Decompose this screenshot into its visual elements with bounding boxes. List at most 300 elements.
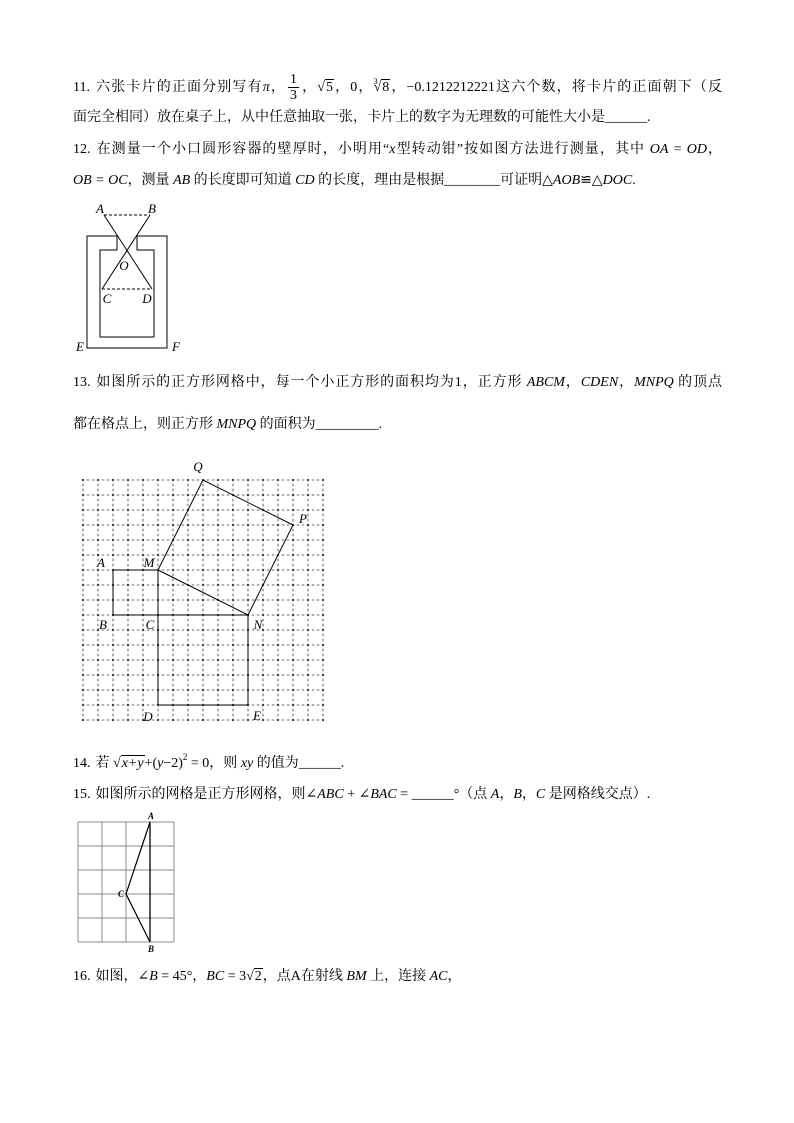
grid-point: [322, 644, 324, 646]
math-variable: ABCM: [526, 375, 565, 390]
question-15-line-1: [73, 785, 650, 805]
text-run: 若: [95, 756, 113, 771]
grid-point: [292, 629, 294, 631]
grid-point: [232, 584, 234, 586]
text-run: .: [632, 173, 636, 188]
question-number: 12.: [73, 142, 91, 157]
grid-point: [82, 644, 84, 646]
grid-point: [97, 524, 99, 526]
grid-point: [127, 704, 129, 706]
grid-point: [142, 659, 144, 661]
grid-point: [217, 629, 219, 631]
square-root: [317, 79, 334, 95]
radical-sign: [113, 756, 121, 771]
grid-point: [142, 494, 144, 496]
grid-point: [202, 569, 204, 571]
text-run: ≌△: [580, 173, 603, 188]
text-run: −2): [163, 756, 183, 771]
square-root: [246, 968, 263, 984]
grid-point: [172, 674, 174, 676]
grid-point: [157, 509, 159, 511]
grid-point: [292, 569, 294, 571]
grid-point: [97, 644, 99, 646]
grid-point: [217, 644, 219, 646]
grid-point: [277, 539, 279, 541]
grid-point: [202, 554, 204, 556]
grid-point: [82, 554, 84, 556]
grid-point: [217, 494, 219, 496]
grid-point: [187, 689, 189, 691]
grid-point: [172, 479, 174, 481]
grid-point: [322, 509, 324, 511]
grid-point: [262, 674, 264, 676]
grid-point: [82, 704, 84, 706]
root-index: 3: [373, 77, 378, 86]
text-run: ，: [447, 969, 462, 984]
grid-point: [97, 689, 99, 691]
grid-point: [277, 659, 279, 661]
grid-point: [292, 614, 294, 616]
math-variable: DOC: [602, 173, 633, 188]
grid-point: [202, 524, 204, 526]
grid-point: [142, 539, 144, 541]
grid-point: [232, 569, 234, 571]
grid-point: [82, 614, 84, 616]
grid-point: [127, 674, 129, 676]
square-abcm: [113, 570, 158, 615]
grid-point: [277, 629, 279, 631]
text-run: ，测量: [127, 173, 174, 188]
radical-sign: [317, 80, 325, 95]
grid-point: [232, 599, 234, 601]
text-run: 的长度，理由是根据: [314, 173, 445, 188]
grid-point: [127, 539, 129, 541]
grid-point: [142, 629, 144, 631]
question-number: 13.: [73, 375, 91, 390]
text-run: 的顶点: [673, 375, 723, 390]
text-run: ，: [499, 787, 514, 802]
grid-point: [142, 524, 144, 526]
grid-point: [82, 524, 84, 526]
grid-point: [262, 689, 264, 691]
math-variable: π: [262, 80, 270, 95]
grid-point: [142, 689, 144, 691]
grid-point: [112, 659, 114, 661]
grid-point: [142, 509, 144, 511]
grid-point: [322, 479, 324, 481]
grid-point: [262, 614, 264, 616]
grid-point: [307, 674, 309, 676]
grid-point: [292, 539, 294, 541]
text-run: 六张卡片的正面分别写有: [94, 80, 263, 95]
grid-point: [142, 644, 144, 646]
container-wall: [87, 236, 167, 348]
math-variable: AOB: [552, 173, 581, 188]
grid-point: [82, 659, 84, 661]
math-variable: B: [149, 969, 158, 984]
grid-point: [97, 659, 99, 661]
grid-point: [127, 599, 129, 601]
grid-point: [307, 689, 309, 691]
grid-point: [262, 719, 264, 721]
grid-point: [277, 569, 279, 571]
grid-point: [82, 479, 84, 481]
grid-point: [142, 479, 144, 481]
grid-point: [247, 479, 249, 481]
point-label-m: M: [143, 555, 155, 570]
question-12-line-1: [73, 140, 722, 160]
grid-point: [97, 539, 99, 541]
grid-point: [232, 674, 234, 676]
grid-point: [127, 719, 129, 721]
grid-point: [172, 509, 174, 511]
text-run: 是网格线交点）.: [545, 787, 651, 802]
grid-point: [307, 719, 309, 721]
grid-point: [217, 554, 219, 556]
square-mnpq: [158, 480, 293, 615]
exponent: 2: [182, 752, 188, 762]
grid-point: [112, 509, 114, 511]
grid-point: [292, 689, 294, 691]
text-run: ______: [411, 787, 454, 802]
text-run: 面完全相同）放在桌子上，从中任意抽取一张，卡片上的数字为无理数的可能性大小是: [73, 110, 605, 125]
text-run: =: [396, 787, 412, 802]
point-label-p: P: [299, 511, 307, 526]
grid-point: [307, 539, 309, 541]
text-run: .: [378, 417, 383, 432]
grid-point: [112, 629, 114, 631]
grid-point: [262, 569, 264, 571]
grid-point: [202, 629, 204, 631]
angle-grid-figure: [70, 806, 185, 956]
fraction-numerator: 1: [290, 72, 297, 88]
radicand: 8: [382, 80, 390, 95]
text-run: 型转动钳”按如图方法进行测量，其中: [395, 142, 650, 157]
point-label-c: C: [145, 617, 155, 632]
math-variable: CDEN: [580, 375, 619, 390]
caliper-arm-ad: [104, 215, 152, 289]
grid-point: [277, 524, 279, 526]
grid-point: [262, 644, 264, 646]
question-11-line-1: [73, 72, 723, 104]
grid-point: [172, 524, 174, 526]
math-variable: BM: [346, 969, 367, 984]
grid-point: [187, 629, 189, 631]
grid-point: [277, 689, 279, 691]
grid-point: [277, 614, 279, 616]
grid-point: [292, 479, 294, 481]
grid-point: [292, 659, 294, 661]
radicand: 2: [254, 969, 262, 984]
grid-point: [247, 719, 249, 721]
grid-point: [262, 539, 264, 541]
grid-point: [157, 479, 159, 481]
grid-point: [322, 599, 324, 601]
grid-point: [307, 494, 309, 496]
grid-point: [157, 719, 159, 721]
math-variable: A: [490, 787, 500, 802]
grid-point: [127, 689, 129, 691]
point-label-f: F: [172, 339, 180, 354]
text-run: 都在格点上，则正方形: [73, 417, 217, 432]
grid-point: [112, 539, 114, 541]
grid-point: [307, 614, 309, 616]
grid-point: [247, 509, 249, 511]
radical-sign: [246, 969, 254, 984]
grid-point: [127, 524, 129, 526]
grid-point: [217, 689, 219, 691]
question-13-line-2: [73, 415, 382, 435]
grid-point: [187, 554, 189, 556]
math-variable: BAC: [370, 787, 397, 802]
grid-point: [97, 509, 99, 511]
grid-point: [97, 584, 99, 586]
text-run: 如图所示的正方形网格中，每一个小正方形的面积均为1，正方形: [95, 375, 527, 390]
grid-point: [97, 719, 99, 721]
text-run: 的长度即可知道: [190, 173, 296, 188]
grid-point: [112, 689, 114, 691]
grid-point: [232, 644, 234, 646]
grid-point: [82, 509, 84, 511]
text-run: ，: [269, 80, 286, 95]
grid-point: [187, 599, 189, 601]
grid-point: [262, 479, 264, 481]
grid-point: [307, 659, 309, 661]
grid-point: [187, 539, 189, 541]
grid-point: [112, 524, 114, 526]
text-run: ，: [301, 80, 318, 95]
text-run: = 3: [224, 969, 247, 984]
grid-point: [82, 674, 84, 676]
question-16-line-1: [73, 967, 462, 987]
grid-point: [247, 524, 249, 526]
grid-point: [157, 494, 159, 496]
grid-point: [322, 584, 324, 586]
grid-point: [187, 719, 189, 721]
grid-point: [307, 644, 309, 646]
grid-point: [202, 644, 204, 646]
math-variable: BC: [206, 969, 225, 984]
point-label-d: D: [142, 291, 152, 306]
grid-point: [187, 569, 189, 571]
text-run: _________: [315, 417, 379, 432]
point-label-o: O: [119, 258, 129, 273]
grid-point: [307, 509, 309, 511]
grid-point: [307, 479, 309, 481]
segments-ac-cb: [126, 822, 150, 942]
text-run: .: [647, 110, 651, 125]
grid-point: [262, 524, 264, 526]
text-run: .: [340, 756, 345, 771]
grid-point: [112, 644, 114, 646]
grid-point: [247, 569, 249, 571]
grid-point: [292, 509, 294, 511]
grid-point: [82, 629, 84, 631]
math-variable: xy: [240, 756, 254, 771]
text-run: 上，连接: [366, 969, 430, 984]
grid-point: [112, 554, 114, 556]
grid-point: [322, 659, 324, 661]
grid-point: [217, 659, 219, 661]
grid-point: [322, 554, 324, 556]
grid-point: [307, 704, 309, 706]
square-root: [113, 755, 145, 771]
grid-point: [292, 704, 294, 706]
text-run: 如图所示的网格是正方形网格，则∠: [95, 787, 318, 802]
point-label-q: Q: [193, 459, 203, 474]
question-number: 16.: [73, 969, 91, 984]
grid-point: [142, 584, 144, 586]
point-label-b: B: [148, 201, 156, 216]
grid-point: [202, 719, 204, 721]
grid-point: [112, 494, 114, 496]
grid-point: [112, 719, 114, 721]
grid-point: [202, 689, 204, 691]
grid-point: [82, 569, 84, 571]
grid-point: [97, 614, 99, 616]
grid-point: [292, 584, 294, 586]
grid-point: [277, 479, 279, 481]
grid-point: [322, 539, 324, 541]
grid-point: [292, 494, 294, 496]
grid-point: [202, 509, 204, 511]
question-14-line-1: [73, 747, 344, 774]
grid-point: [277, 719, 279, 721]
grid-point: [277, 704, 279, 706]
grid-point: [127, 629, 129, 631]
text-run: 的面积为: [256, 417, 316, 432]
point-label-n: N: [253, 617, 263, 632]
grid-point: [112, 704, 114, 706]
grid-point: [127, 659, 129, 661]
text-run: +(: [144, 756, 158, 771]
grid-point: [142, 599, 144, 601]
grid-point: [172, 629, 174, 631]
grid-point: [97, 599, 99, 601]
grid-point: [157, 539, 159, 541]
grid-point: [217, 509, 219, 511]
text-run: ______: [605, 110, 647, 125]
point-label-a: A: [97, 555, 105, 570]
grid-point: [262, 599, 264, 601]
question-number: 15.: [73, 787, 91, 802]
grid-point: [202, 584, 204, 586]
text-run: ，: [618, 375, 635, 390]
grid-point: [217, 584, 219, 586]
point-label-c: C: [117, 889, 124, 899]
grid-point: [157, 554, 159, 556]
question-13-line-1: [73, 373, 722, 393]
point-label-b: B: [147, 944, 155, 954]
grid-point: [127, 584, 129, 586]
point-label-a: A: [96, 201, 104, 216]
grid-point: [142, 674, 144, 676]
grid-point: [307, 569, 309, 571]
grid-point: [112, 674, 114, 676]
text-run: ，: [521, 787, 536, 802]
text-run: ，: [706, 142, 723, 157]
text-run: °（点: [453, 787, 491, 802]
math-variable: ABC: [317, 787, 344, 802]
grid-point: [142, 704, 144, 706]
grid-point: [322, 569, 324, 571]
grid-point: [232, 509, 234, 511]
math-variable: OA = OD: [649, 142, 707, 157]
grid-point: [172, 494, 174, 496]
fraction: [288, 72, 299, 103]
text-run: + ∠: [343, 787, 371, 802]
grid-point: [307, 584, 309, 586]
grid-point: [247, 584, 249, 586]
grid-point: [247, 494, 249, 496]
caliper-figure: [70, 195, 190, 360]
grid-point: [202, 659, 204, 661]
caliper-arm-bc: [102, 215, 150, 289]
grid-point: [127, 494, 129, 496]
grid-point: [97, 704, 99, 706]
grid-point: [157, 524, 159, 526]
grid-point: [292, 674, 294, 676]
grid-point: [217, 524, 219, 526]
point-label-a: A: [147, 811, 155, 821]
grid-point: [307, 554, 309, 556]
grid-point: [277, 644, 279, 646]
dashed-grid: [82, 479, 324, 721]
grid-point: [82, 689, 84, 691]
grid-point: [217, 719, 219, 721]
grid-point: [97, 674, 99, 676]
math-variable: B: [513, 787, 522, 802]
math-variable: y: [157, 756, 164, 771]
grid-point: [202, 674, 204, 676]
grid-point: [232, 539, 234, 541]
grid-point: [202, 494, 204, 496]
grid-point: [232, 629, 234, 631]
grid-point: [322, 704, 324, 706]
math-variable: MNPQ: [634, 375, 674, 390]
question-11-line-2: [73, 108, 651, 128]
grid-point: [172, 689, 174, 691]
grid-point: [217, 479, 219, 481]
grid-point: [172, 569, 174, 571]
math-variable: C: [535, 787, 546, 802]
grid-point: [307, 524, 309, 526]
point-label-e: E: [76, 339, 84, 354]
grid-point: [247, 599, 249, 601]
grid-point: [127, 509, 129, 511]
text-run: ，−0.1212212221这六个数，将卡片的正面朝下（反: [390, 80, 723, 95]
grid-point: [172, 719, 174, 721]
grid-point: [322, 674, 324, 676]
grid-point: [172, 584, 174, 586]
grid-point: [112, 479, 114, 481]
text-run: 的值为: [253, 756, 299, 771]
grid-point: [217, 674, 219, 676]
grid-point: [322, 614, 324, 616]
text-run: 在测量一个小口圆形容器的壁厚时，小明用“: [95, 142, 390, 157]
grid-point: [262, 704, 264, 706]
grid-point: [307, 629, 309, 631]
grid-point: [172, 659, 174, 661]
grid-point: [187, 659, 189, 661]
grid-point: [247, 554, 249, 556]
text-run: = 45°，: [157, 969, 207, 984]
grid-point: [262, 494, 264, 496]
radicand: 5: [325, 80, 333, 95]
grid-point: [232, 689, 234, 691]
grid-point: [172, 554, 174, 556]
point-label-b: B: [99, 617, 107, 632]
